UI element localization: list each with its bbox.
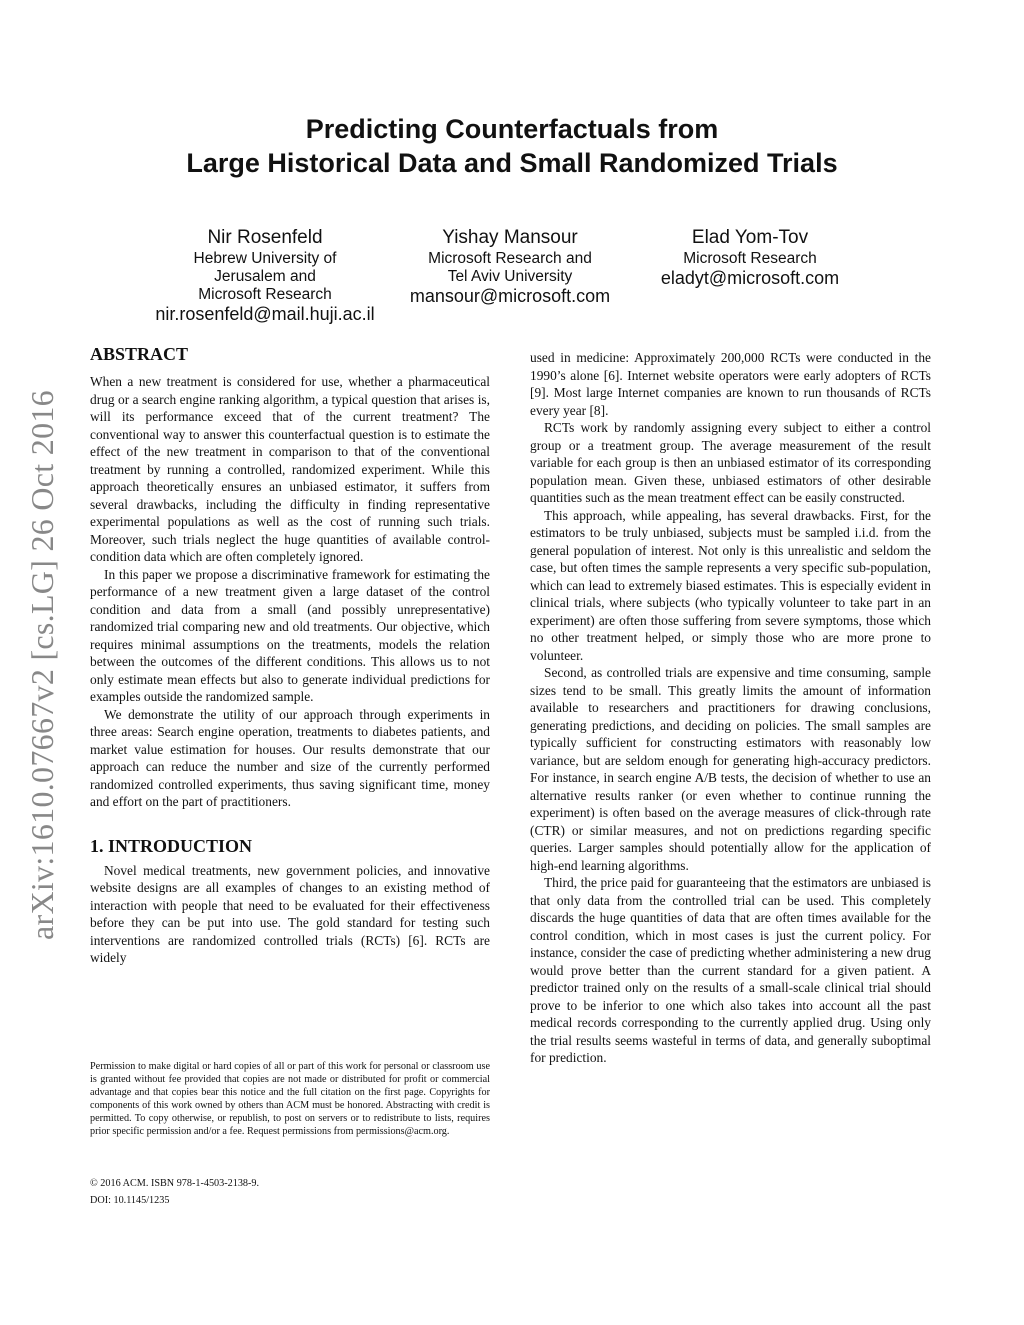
copyright-block [90, 1175, 490, 1209]
permission-notice: Permission to make digital or hard copies of all or part of this work for personal or classroom use is granted without fee provided that copies are not made or distributed for profit or commercial advantage and that copies bear this notice and the full citation on the first page. Copyrights for components of this work owned by others than ACM must be honored. Abstracting with credit is permitted. To copy otherwise, or republish, to post on servers or to redistribute to lists, requires prior specific permission and/or a fee. Request permissions from permissions@acm.org. [90, 1061, 490, 1137]
author-block-3 [640, 226, 860, 288]
author-affiliation: Microsoft Research and [428, 250, 592, 267]
author-affiliation: Microsoft Research [198, 286, 332, 303]
author-affiliation: Microsoft Research [683, 250, 817, 267]
author-name: Nir Rosenfeld [207, 227, 323, 248]
intro-paragraph: used in medicine: Approximately 200,000 RCTs were conducted in the 1990’s alone [6]. Internet website operators were early adopters of RCTs [9]. Most large Internet companies are known to run thousands of RCTs every year [8]. [530, 350, 931, 418]
intro-paragraph: Third, the price paid for guaranteeing that the estimators are unbiased is that only data from the controlled trial can be used. This completely discards the huge quantities of data that are often times available for the control condition, which in most cases is just the current policy. For instance, consider the case of predicting whether administering a new drug would prove better than the current standard for a given patient. A predictor trained only on the results of a small-scale clinical trial should prove to be inferior to one which also takes into account all the past medical records corresponding to the currently applied drug. Using only the trial results seems wasteful in terms of data, and generally suboptimal for prediction. [530, 875, 931, 1065]
author-email: eladyt@microsoft.com [660, 268, 840, 288]
author-name: Yishay Mansour [442, 227, 578, 248]
title-line-1: Predicting Counterfactuals from [305, 114, 719, 144]
arxiv-identifier: arXiv:1610.07667v2 [cs.LG] 26 Oct 2016 [24, 390, 60, 940]
intro-paragraph: RCTs work by randomly assigning every subject to either a control group or a treatment group. The average measurement of the result variable for each group is then an unbiased estimator of its corresponding population mean. Given these, unbiased estimators of other desirable quantities such as the mean treatment effect can be easily constructed. [530, 420, 931, 505]
abstract-paragraph: When a new treatment is considered for use, whether a pharmaceutical drug or a search engine ranking algorithm, a typical question that arises is, will its performance exceed that of the current treatment? The conventional way to answer this counterfactual question is to estimate the effect of the new treatment in comparison to that of the conventional treatment by running a controlled, randomized experiment. While this approach theoretically ensures an unbiased estimator, it suffers from several drawbacks, including the difficulty in finding representative experimental populations as well as the cost of running such trials. Moreover, such trials neglect the huge quantities of available control-condition data which are often completely ignored. [90, 374, 490, 564]
title-line-2: Large Historical Data and Small Randomized Trials [186, 148, 838, 178]
author-name: Elad Yom-Tov [691, 227, 809, 248]
intro-paragraph: Novel medical treatments, new government policies, and innovative website designs are all examples of changes to an existing method of interaction with people that need to be evaluated for their effectiveness before they can be put into use. The gold standard for testing such interventions are randomized controlled trials (RCTs) [6]. RCTs are widely [90, 862, 490, 965]
author-affiliation: Hebrew University of [193, 250, 337, 267]
author-block-1 [140, 226, 390, 324]
introduction-heading: 1. INTRODUCTION [90, 835, 253, 856]
paper-title [0, 112, 1024, 180]
author-affiliation: Tel Aviv University [447, 268, 573, 285]
right-column [530, 349, 931, 1067]
abstract-paragraph: In this paper we propose a discriminative framework for estimating the performance of a new treatment given a large dataset of the control condition and data from a small (and possibly unrepresentative) randomized trial comparing new and old treatments. Our objective, which requires minimal assumptions on the treatments, models the relation between the outcomes of the different conditions. This allows us to not only estimate mean effects but also to generate individual predictions for examples outside the randomized sample. [90, 566, 490, 704]
author-email: mansour@microsoft.com [409, 286, 611, 306]
intro-paragraph: Second, as controlled trials are expensive and time consuming, sample sizes tend to be small. This greatly limits the amount of information available to researchers and practitioners for drawing conclusions, generating predictions, and deciding on policies. The small samples are typically sufficient for constructing estimators with reasonably low variance, but are seldom enough for generating high-accuracy predictors. For instance, in search engine A/B tests, the decision of whether to use an alternative results ranker (or even whether to continue running the experiment) is often based on the average measures of click-through rate (CTR) or similar measures, and not on predictions regarding specific queries. Larger samples should potentially allow for the application of high-end learning algorithms. [530, 665, 931, 873]
abstract-heading: ABSTRACT [90, 344, 189, 364]
copyright-line: © 2016 ACM. ISBN 978-1-4503-2138-9. [90, 1178, 260, 1189]
intro-paragraph: This approach, while appealing, has several drawbacks. First, for the estimators to be truly unbiased, subjects must be sampled i.i.d. from the general population of interest. Not only is this unrealistic and seldom the case, but often times the sample represents a very specific sub-population, which can lead to extremely biased estimates. This is especially evident in clinical trials, where subjects (who typically volunteer to take part in an experiment) are often those suffering from severe symptoms, those which no other treatment helped, or simply those who are more prone to volunteer. [530, 507, 931, 663]
author-affiliation: Jerusalem and [214, 268, 316, 285]
author-block-2 [390, 226, 630, 306]
author-email: nir.rosenfeld@mail.huji.ac.il [155, 304, 375, 324]
abstract-paragraph: We demonstrate the utility of our approach through experiments in three areas: Search engine operation, treatments to diabetes patients, and market value estimation for houses. Our results demonstrate that our approach can reduce the number and size of the currently performed randomized controlled experiments, thus saving significant time, money and effort on the part of practitioners. [90, 706, 490, 809]
doi-line: DOI: 10.1145/1235 [90, 1195, 170, 1206]
left-column [90, 343, 490, 967]
